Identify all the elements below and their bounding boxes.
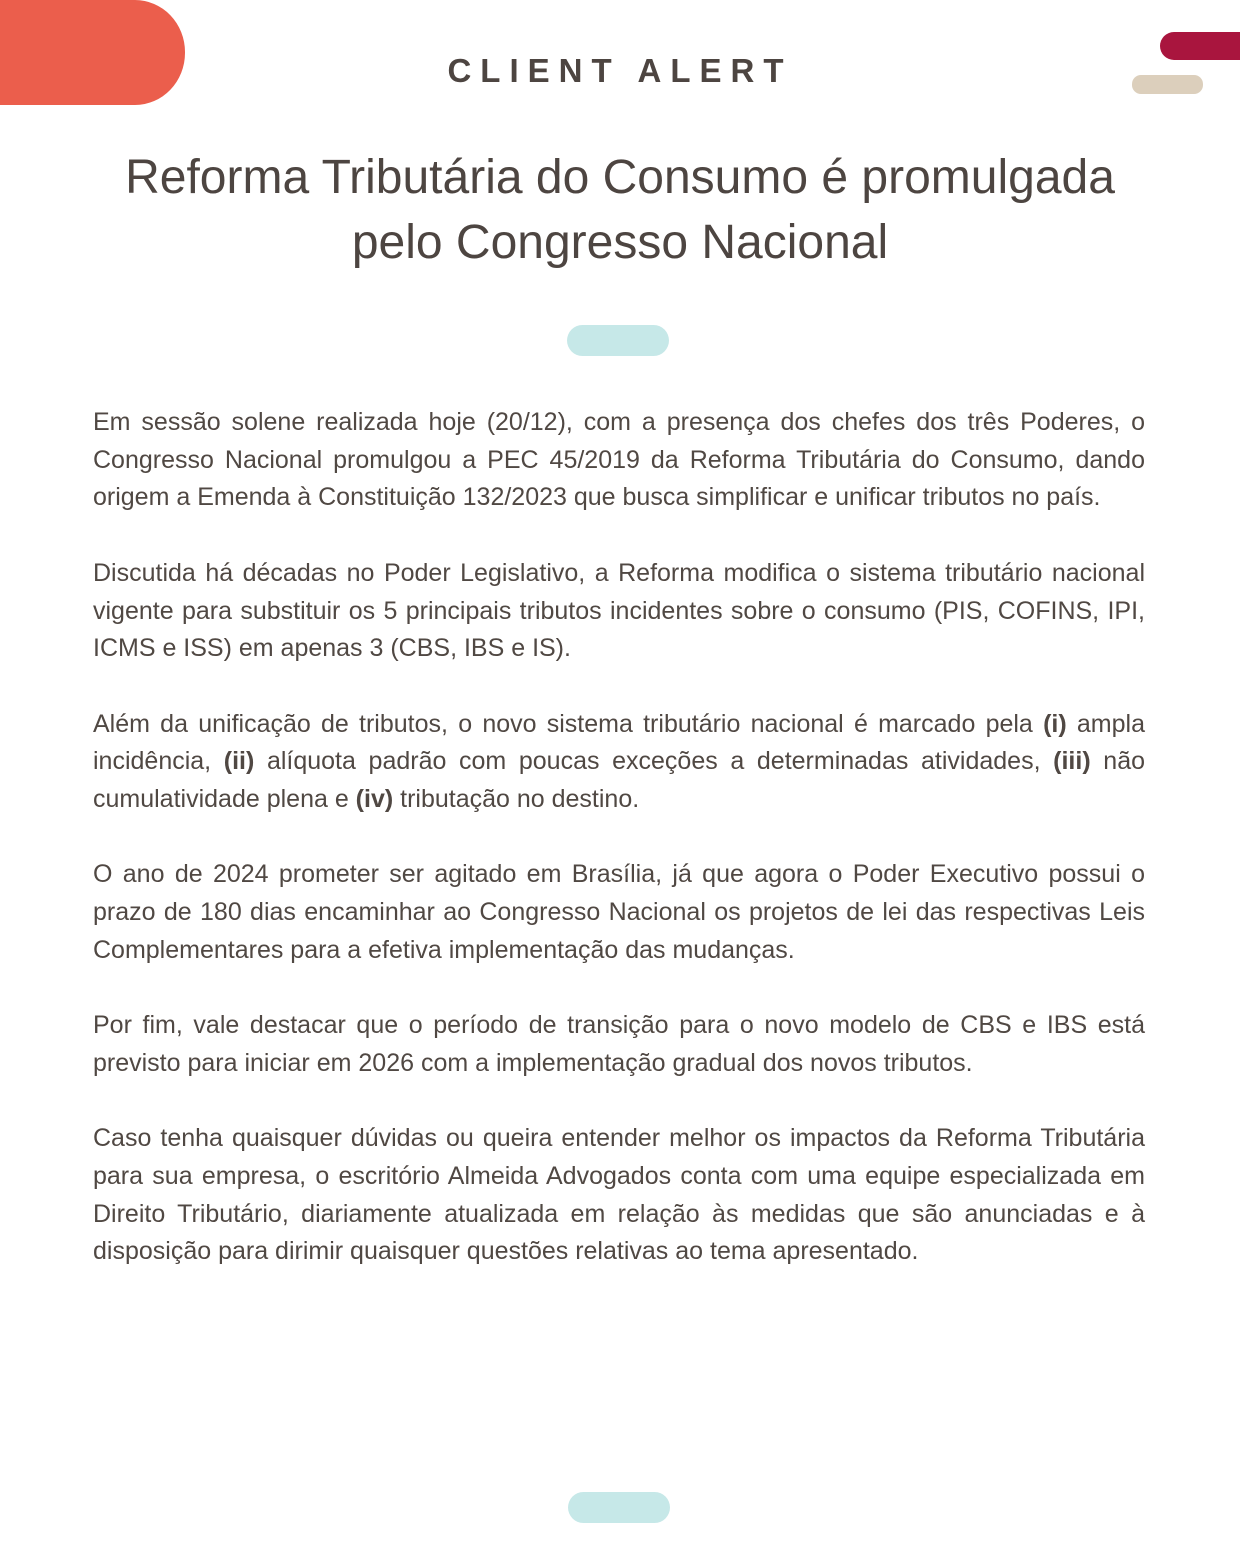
title-line-1: Reforma Tributária do Consumo é promulgada — [125, 151, 1115, 204]
paragraph-reform: Discutida há décadas no Poder Legislativo, a Reforma modifica o sistema tributário nacional vigente para substituir os 5 principais tributos incidentes sobre o consumo (PIS, COFINS, IPI, ICMS e ISS) em apenas 3 (CBS, IBS e IS). — [93, 558, 1145, 663]
text: não cumulatividade plena e — [93, 747, 1145, 813]
divider-pill-bottom — [568, 1492, 670, 1523]
paragraph-transition: Por fim, vale destacar que o período de transição para o novo modelo de CBS e IBS está previsto para iniciar em 2026 com a implementação gradual dos novos tributos. — [93, 1011, 1145, 1077]
item-marker: (iv) — [355, 785, 394, 813]
text: ampla incidência, — [93, 709, 1145, 776]
item-marker: (i) — [1043, 709, 1067, 738]
item-marker: (iii) — [1053, 747, 1091, 776]
article-body — [93, 404, 1145, 1309]
title-line-2: pelo Congresso Nacional — [351, 216, 889, 269]
text: alíquota padrão com poucas exceções a determinadas atividades, — [254, 747, 1054, 776]
text: Além da unificação de tributos, o novo sistema tributário nacional é marcado pela — [93, 709, 1044, 738]
paragraph-features — [93, 706, 1145, 819]
text: tributação no destino. — [393, 785, 640, 813]
paragraph-2024: O ano de 2024 prometer ser agitado em Brasília, já que agora o Poder Executivo possui o prazo de 180 dias encaminhar ao Congresso Nacional os projetos de lei das respectivas Leis Complementares para a efetiva implementação das mudanças. — [93, 860, 1145, 964]
page-title — [60, 145, 1180, 275]
item-marker: (ii) — [223, 747, 255, 776]
divider-pill-top — [567, 325, 669, 356]
paragraph-contact: Caso tenha quaisquer dúvidas ou queira entender melhor os impactos da Reforma Tributária para sua empresa, o escritório Almeida Advogados conta com uma equipe especializada em Direito Tributário, diariamente atualizada em relação às medidas que são anunciadas e à disposição para dirimir quaisquer questões relativas ao tema apresentado. — [93, 1124, 1145, 1266]
paragraph-session: Em sessão solene realizada hoje (20/12), com a presença dos chefes dos três Poderes, o Congresso Nacional promulgou a PEC 45/2019 da Reforma Tributária do Consumo, dando origem a Emenda à Constituição 132/2023 que busca simplificar e unificar tributos no país. — [93, 408, 1145, 512]
client-alert-label: CLIENT ALERT — [447, 52, 793, 89]
